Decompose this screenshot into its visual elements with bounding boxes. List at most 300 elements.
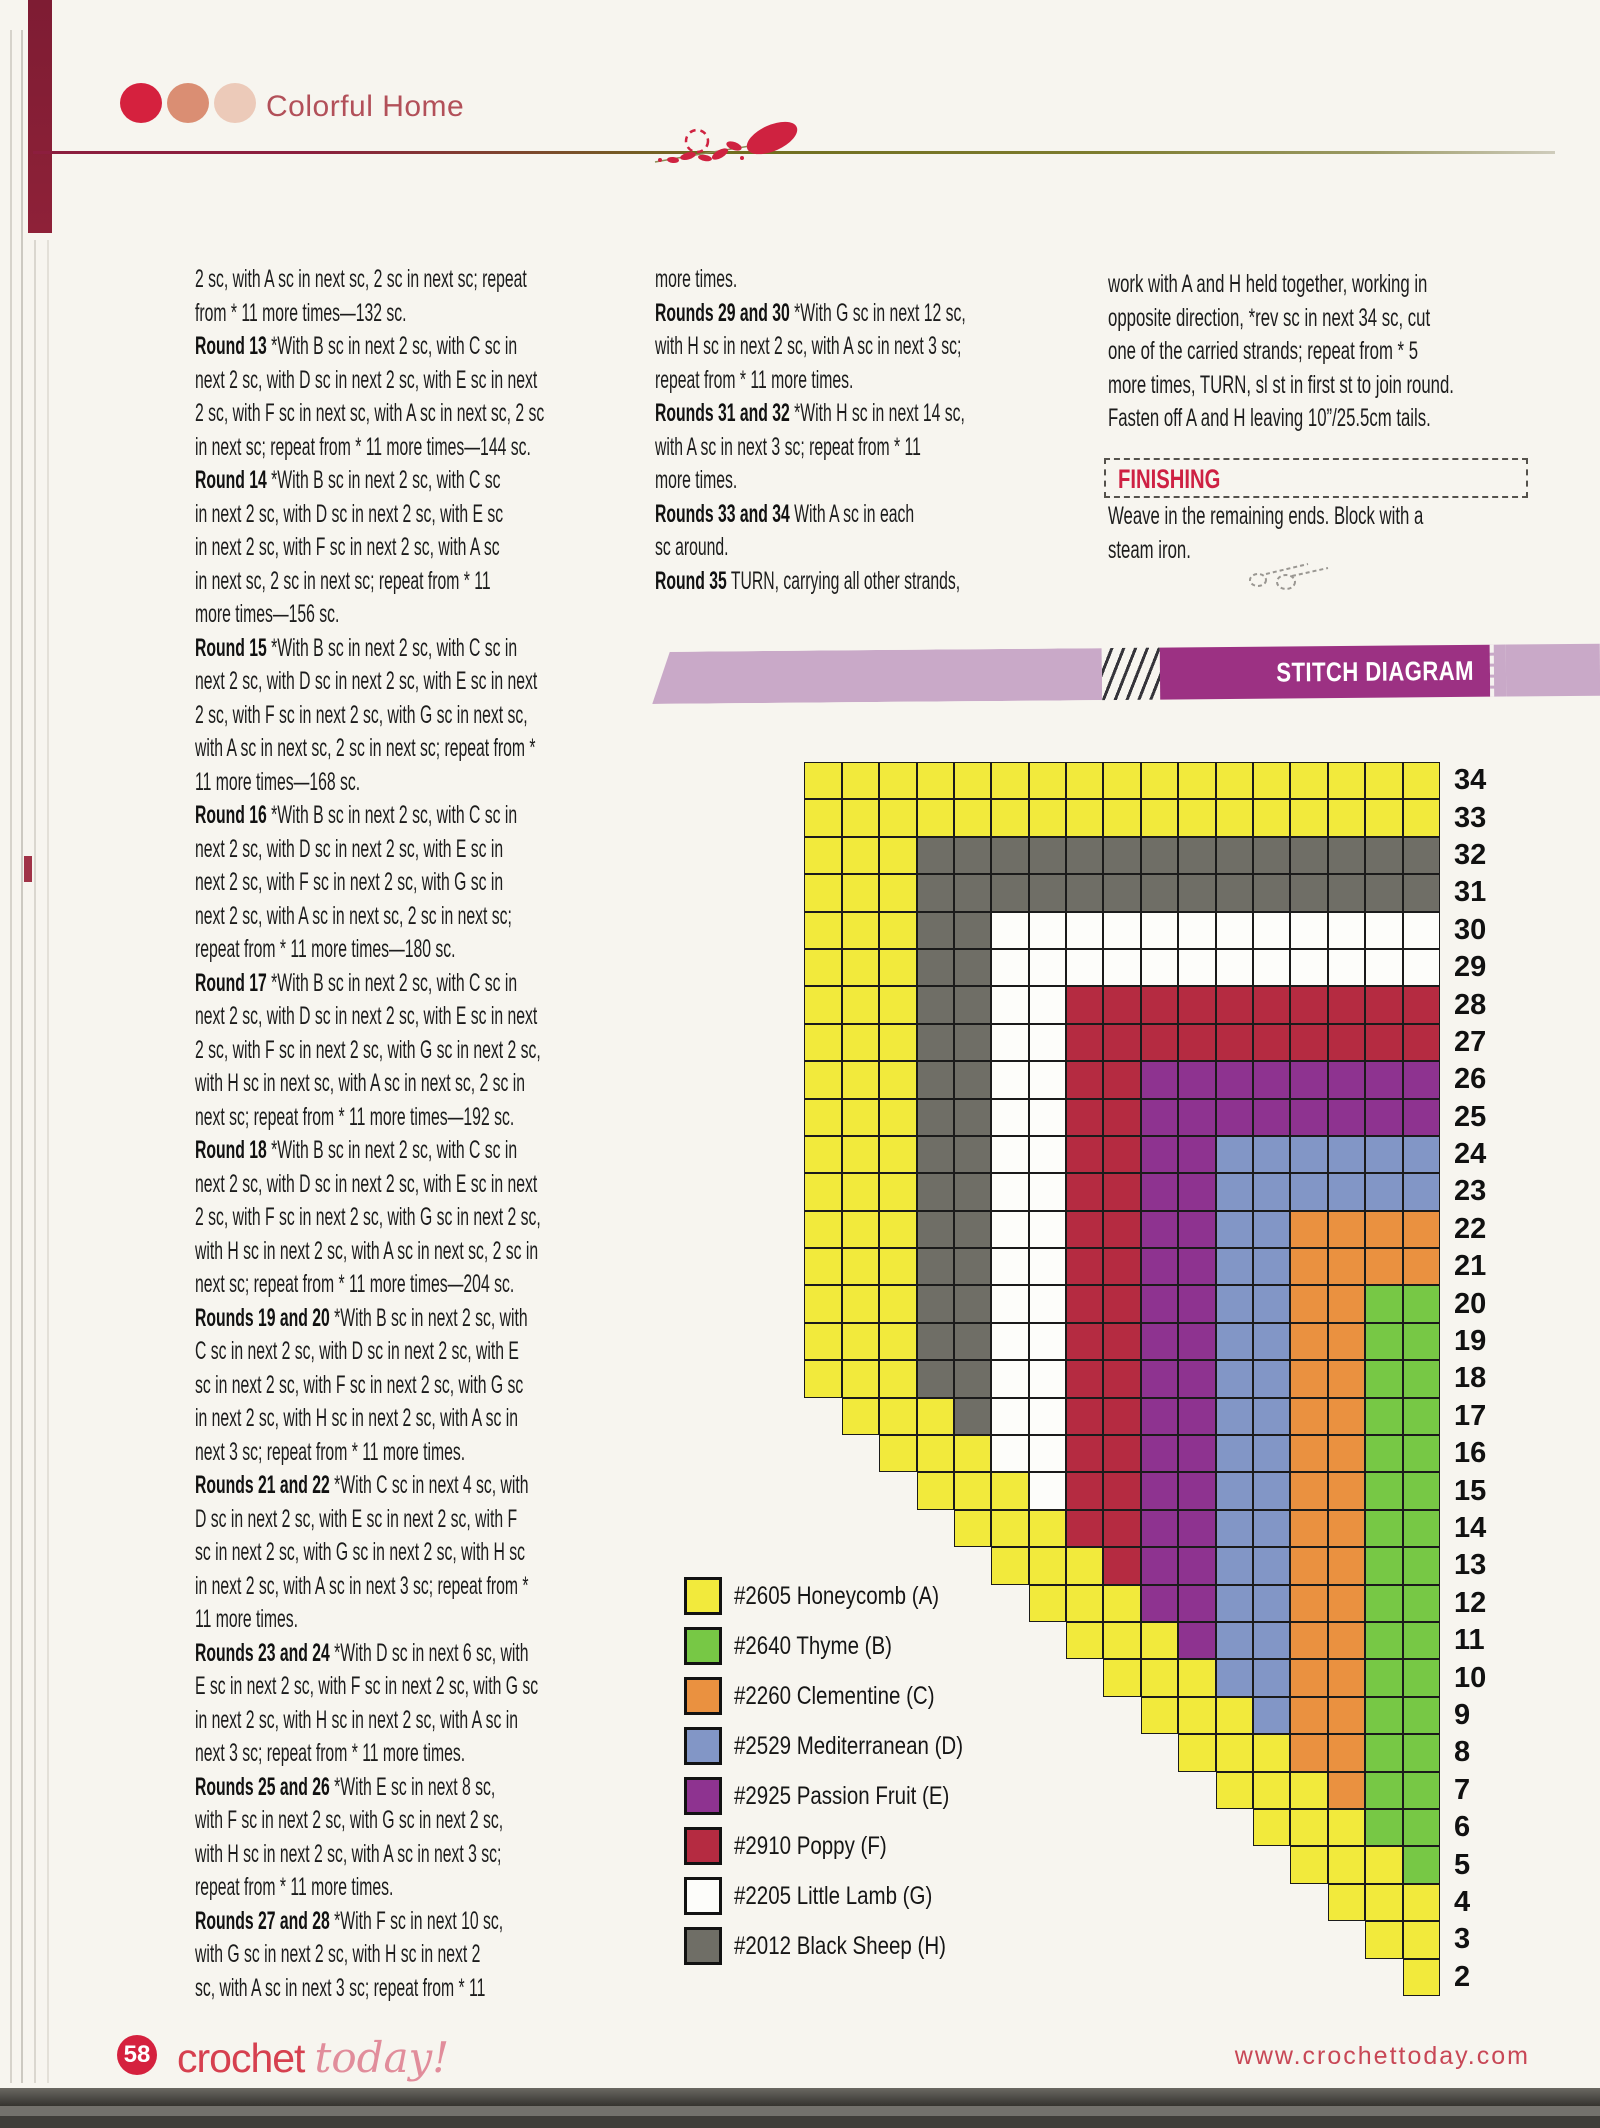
stitch-cell-F	[1103, 986, 1140, 1023]
pattern-text-line: Rounds 31 and 32 *With H sc in next 14 sc,	[655, 399, 965, 427]
stitch-cell-F	[1103, 1211, 1140, 1248]
stitch-cell-A	[842, 986, 879, 1023]
stitch-cell-G	[991, 949, 1028, 986]
stitch-cell-D	[1403, 1136, 1440, 1173]
pattern-text-line: Rounds 23 and 24 *With D sc in next 6 sc, with	[195, 1638, 529, 1667]
stitch-cell-A	[917, 1435, 954, 1472]
stitch-cell-F	[1141, 986, 1178, 1023]
stitch-cell-F	[1066, 1285, 1103, 1322]
stitch-cell-D	[1216, 1248, 1253, 1285]
pattern-text-line: 2 sc, with F sc in next 2 sc, with G sc in next 2 sc,	[195, 1203, 541, 1231]
stitch-cell-C	[1290, 1585, 1327, 1622]
stitch-diagram-heading: STITCH DIAGRAM	[1276, 655, 1475, 688]
stitch-cell-D	[1253, 1697, 1290, 1734]
legend-item-E	[684, 1777, 1013, 1815]
stitch-cell-E	[1178, 1248, 1215, 1285]
stitch-cell-A	[842, 1099, 879, 1136]
stitch-cell-H	[917, 1136, 954, 1173]
stitch-cell-D	[1253, 1622, 1290, 1659]
row-number: 22	[1454, 1212, 1487, 1245]
pattern-text-line: with F sc in next 2 sc, with G sc in next 2 sc,	[195, 1806, 504, 1834]
stitch-cell-A	[917, 799, 954, 836]
stitch-cell-A	[1328, 1884, 1365, 1921]
stitch-cell-B	[1365, 1622, 1402, 1659]
stitch-cell-F	[1066, 1248, 1103, 1285]
stitch-cell-G	[1029, 912, 1066, 949]
stitch-cell-C	[1290, 1398, 1327, 1435]
stitch-cell-F	[1103, 1435, 1140, 1472]
stitch-cell-B	[1403, 1772, 1440, 1809]
legend-label: #2910 Poppy (F)	[734, 1831, 887, 1860]
pattern-text-line: Rounds 25 and 26 *With E sc in next 8 sc,	[195, 1772, 496, 1801]
stitch-cell-D	[1216, 1659, 1253, 1696]
logo-today: today!	[314, 2033, 450, 2082]
chart-row-31	[803, 874, 1487, 911]
pattern-text-line: 11 more times.	[195, 1605, 298, 1633]
pattern-text-line: in next 2 sc, with H sc in next 2 sc, with A sc in	[195, 1705, 519, 1734]
stitch-cell-E	[1178, 1323, 1215, 1360]
pattern-text-line: Round 18 *With B sc in next 2 sc, with C sc in	[195, 1136, 518, 1164]
stitch-cell-A	[879, 1323, 916, 1360]
stitch-cell-E	[1141, 1136, 1178, 1173]
stitch-cell-A	[842, 1061, 879, 1098]
row-number: 20	[1454, 1287, 1487, 1320]
stitch-cell-C	[1328, 1248, 1365, 1285]
stitch-cell-A	[1216, 1772, 1253, 1809]
stitch-cell-E	[1141, 1285, 1178, 1322]
stitch-cell-C	[1290, 1248, 1327, 1285]
legend-item-A	[684, 1577, 1013, 1615]
stitch-cell-A	[804, 1360, 841, 1397]
legend-swatch-H	[684, 1927, 722, 1965]
stitch-cell-F	[1103, 1472, 1140, 1509]
pattern-text-line: next sc; repeat from * 11 more times—204 sc.	[195, 1270, 515, 1298]
stitch-cell-A	[1103, 799, 1140, 836]
stitch-cell-E	[1141, 1547, 1178, 1584]
pattern-text-line: next 2 sc, with F sc in next 2 sc, with G sc in	[195, 868, 504, 896]
stitch-cell-H	[1328, 874, 1365, 911]
stitch-cell-E	[1141, 1435, 1178, 1472]
row-number: 12	[1454, 1586, 1487, 1619]
stitch-cell-A	[804, 949, 841, 986]
banner-light-segment	[1506, 644, 1600, 697]
stitch-cell-H	[917, 986, 954, 1023]
stitch-cell-D	[1253, 1510, 1290, 1547]
stitch-cell-H	[954, 1061, 991, 1098]
stitch-cell-D	[1253, 1136, 1290, 1173]
stitch-cell-A	[804, 762, 841, 799]
stitch-cell-B	[1403, 1809, 1440, 1846]
pattern-text-line: more times.	[655, 265, 738, 293]
stitch-cell-A	[1141, 799, 1178, 836]
stitch-cell-A	[879, 949, 916, 986]
stitch-cell-B	[1365, 1285, 1402, 1322]
row-number: 26	[1454, 1063, 1487, 1096]
stitch-cell-G	[1066, 949, 1103, 986]
finishing-heading: FINISHING	[1118, 464, 1221, 494]
stitch-cell-H	[917, 1211, 954, 1248]
stitch-cell-H	[1290, 837, 1327, 874]
stitch-cell-H	[917, 1285, 954, 1322]
stitch-cell-A	[879, 1061, 916, 1098]
spine-accent-bar	[28, 0, 52, 233]
stitch-cell-E	[1141, 1099, 1178, 1136]
stitch-cell-H	[1216, 874, 1253, 911]
stitch-cell-G	[1328, 949, 1365, 986]
chart-row-28	[803, 986, 1487, 1023]
stitch-cell-C	[1290, 1622, 1327, 1659]
pattern-text-line: one of the carried strands; repeat from * 5	[1108, 337, 1419, 365]
stitch-cell-C	[1328, 1211, 1365, 1248]
stitch-cell-E	[1141, 1585, 1178, 1622]
stitch-cell-A	[1253, 1734, 1290, 1771]
stitch-cell-F	[1290, 986, 1327, 1023]
stitch-cell-A	[842, 1360, 879, 1397]
legend-swatch-D	[684, 1727, 722, 1765]
stitch-cell-B	[1365, 1472, 1402, 1509]
pattern-text-line: next 2 sc, with D sc in next 2 sc, with E sc in next	[195, 1002, 538, 1030]
stitch-cell-A	[991, 799, 1028, 836]
legend-swatch-F	[684, 1827, 722, 1865]
stitch-cell-F	[1103, 1248, 1140, 1285]
stitch-cell-G	[1066, 912, 1103, 949]
pattern-text-line: Fasten off A and H leaving 10”/25.5cm tails.	[1108, 404, 1431, 432]
stitch-cell-E	[1178, 1061, 1215, 1098]
stitch-cell-C	[1328, 1285, 1365, 1322]
pattern-text-line: next 2 sc, with D sc in next 2 sc, with E sc in next	[195, 667, 538, 695]
stitch-cell-H	[954, 1136, 991, 1173]
stitch-cell-H	[917, 1024, 954, 1061]
stitch-cell-A	[917, 762, 954, 799]
stitch-cell-E	[1141, 1398, 1178, 1435]
website-url: www.crochettoday.com	[1234, 2042, 1530, 2070]
stitch-cell-D	[1253, 1323, 1290, 1360]
stitch-cell-D	[1253, 1285, 1290, 1322]
stitch-cell-C	[1290, 1734, 1327, 1771]
stitch-cell-A	[917, 1472, 954, 1509]
stitch-cell-A	[1029, 762, 1066, 799]
stitch-cell-A	[1178, 1697, 1215, 1734]
stitch-cell-D	[1216, 1136, 1253, 1173]
stitch-cell-C	[1328, 1398, 1365, 1435]
stitch-cell-C	[1290, 1285, 1327, 1322]
stitch-cell-A	[1178, 1659, 1215, 1696]
stitch-cell-E	[1141, 1360, 1178, 1397]
stitch-cell-H	[954, 837, 991, 874]
stitch-cell-B	[1403, 1285, 1440, 1322]
legend-swatch-G	[684, 1877, 722, 1915]
stitch-cell-A	[842, 1323, 879, 1360]
pattern-text-line: D sc in next 2 sc, with E sc in next 2 sc, with F	[195, 1504, 518, 1533]
banner-dark-segment	[1160, 645, 1490, 700]
chart-row-33	[803, 799, 1487, 836]
stitch-cell-F	[1066, 986, 1103, 1023]
row-number: 24	[1454, 1138, 1487, 1171]
stitch-cell-A	[1103, 762, 1140, 799]
stitch-cell-C	[1290, 1472, 1327, 1509]
row-number: 34	[1454, 764, 1487, 797]
stitch-cell-F	[1216, 1024, 1253, 1061]
legend-swatch-E	[684, 1777, 722, 1815]
stitch-cell-D	[1216, 1398, 1253, 1435]
row-number: 17	[1454, 1399, 1487, 1432]
stitch-cell-F	[1103, 1323, 1140, 1360]
stitch-cell-G	[1328, 912, 1365, 949]
stitch-cell-F	[1365, 986, 1402, 1023]
stitch-cell-F	[1066, 1173, 1103, 1210]
stitch-cell-D	[1253, 1173, 1290, 1210]
stitch-cell-B	[1365, 1809, 1402, 1846]
stitch-cell-A	[1365, 1884, 1402, 1921]
stitch-cell-D	[1253, 1585, 1290, 1622]
header-dots	[120, 83, 256, 123]
stitch-cell-A	[1216, 762, 1253, 799]
stitch-cell-A	[879, 1398, 916, 1435]
pattern-text-line: E sc in next 2 sc, with F sc in next 2 sc, with G sc	[195, 1672, 539, 1700]
stitch-diagram-banner	[652, 644, 1600, 704]
pattern-text-line: 2 sc, with A sc in next sc, 2 sc in next sc; repeat	[195, 265, 527, 293]
stitch-cell-A	[1365, 1921, 1402, 1958]
pattern-text-line: next 2 sc, with D sc in next 2 sc, with E sc in next	[195, 365, 538, 394]
stitch-cell-A	[1066, 762, 1103, 799]
stitch-cell-B	[1365, 1697, 1402, 1734]
pattern-text-line: steam iron.	[1108, 535, 1191, 564]
stitch-cell-F	[1178, 986, 1215, 1023]
stitch-cell-G	[1029, 1136, 1066, 1173]
stitch-cell-E	[1178, 1136, 1215, 1173]
stitch-cell-A	[842, 762, 879, 799]
stitch-cell-A	[1253, 1809, 1290, 1846]
leaf-vine-decoration-icon	[600, 116, 810, 171]
pattern-text-line: Rounds 29 and 30 *With G sc in next 12 sc,	[655, 298, 966, 327]
stitch-cell-F	[1066, 1398, 1103, 1435]
pattern-text-line: Round 13 *With B sc in next 2 sc, with C sc in	[195, 332, 518, 360]
scan-bottom-edge	[0, 2116, 1600, 2128]
stitch-cell-A	[1365, 799, 1402, 836]
stitch-cell-A	[842, 1211, 879, 1248]
stitch-cell-F	[1066, 1099, 1103, 1136]
pattern-text-line: repeat from * 11 more times.	[195, 1873, 394, 1901]
stitch-cell-A	[1178, 1734, 1215, 1771]
stitch-cell-A	[804, 986, 841, 1023]
stitch-cell-E	[1178, 1435, 1215, 1472]
stitch-cell-A	[1403, 1959, 1440, 1996]
legend-label: #2640 Thyme (B)	[734, 1631, 893, 1660]
pattern-text-line: sc in next 2 sc, with F sc in next 2 sc, with G sc	[195, 1370, 524, 1399]
yarn-color-legend	[684, 1577, 1013, 1977]
stitch-cell-D	[1328, 1173, 1365, 1210]
stitch-cell-A	[1141, 1659, 1178, 1696]
stitch-cell-C	[1290, 1360, 1327, 1397]
stitch-cell-A	[1290, 1846, 1327, 1883]
stitch-cell-G	[991, 1248, 1028, 1285]
stitch-cell-F	[1103, 1285, 1140, 1322]
stitch-cell-B	[1403, 1585, 1440, 1622]
stitch-cell-G	[1403, 949, 1440, 986]
stitch-cell-B	[1365, 1398, 1402, 1435]
stitch-cell-B	[1365, 1659, 1402, 1696]
pattern-text-line: in next sc; repeat from * 11 more times—144 sc.	[195, 432, 531, 461]
stitch-cell-H	[1216, 837, 1253, 874]
stitch-cell-A	[1029, 1547, 1066, 1584]
stitch-cell-A	[842, 1285, 879, 1322]
stitch-cell-A	[804, 1323, 841, 1360]
stitch-cell-D	[1290, 1173, 1327, 1210]
stitch-cell-F	[1066, 1472, 1103, 1509]
stitch-cell-A	[1290, 1809, 1327, 1846]
stitch-cell-A	[804, 1173, 841, 1210]
pattern-text-line: with A sc in next 3 sc; repeat from * 11	[655, 432, 921, 461]
stitch-cell-A	[1290, 799, 1327, 836]
stitch-cell-B	[1403, 1734, 1440, 1771]
stitch-cell-A	[879, 1136, 916, 1173]
pattern-text-line: Rounds 33 and 34 With A sc in each	[655, 499, 915, 528]
stitch-cell-B	[1365, 1734, 1402, 1771]
stitch-cell-D	[1216, 1622, 1253, 1659]
stitch-cell-F	[1103, 1173, 1140, 1210]
pattern-text-line: in next 2 sc, with F sc in next 2 sc, with A sc	[195, 533, 500, 561]
stitch-cell-C	[1365, 1211, 1402, 1248]
page-edge-line	[34, 240, 36, 2083]
stitch-cell-H	[954, 986, 991, 1023]
stitch-cell-F	[1290, 1024, 1327, 1061]
stitch-cell-H	[954, 1211, 991, 1248]
stitch-cell-H	[954, 1398, 991, 1435]
stitch-cell-F	[1403, 986, 1440, 1023]
row-number: 4	[1454, 1885, 1471, 1918]
pattern-column-1	[195, 263, 605, 2005]
legend-swatch-A	[684, 1577, 722, 1615]
stitch-cell-D	[1253, 1435, 1290, 1472]
stitch-cell-F	[1066, 1435, 1103, 1472]
stitch-cell-D	[1216, 1472, 1253, 1509]
row-number: 29	[1454, 951, 1487, 984]
chart-row-29	[803, 949, 1487, 986]
stitch-cell-C	[1290, 1547, 1327, 1584]
stitch-cell-G	[1253, 912, 1290, 949]
stitch-cell-G	[991, 1285, 1028, 1322]
stitch-cell-A	[1066, 799, 1103, 836]
stitch-cell-A	[1066, 1547, 1103, 1584]
stitch-cell-F	[1103, 1099, 1140, 1136]
pattern-column-3	[1108, 268, 1544, 436]
stitch-cell-B	[1403, 1622, 1440, 1659]
stitch-cell-A	[1328, 762, 1365, 799]
pattern-text-line: with H sc in next 2 sc, with A sc in next 3 sc;	[195, 1839, 502, 1868]
stitch-cell-C	[1403, 1248, 1440, 1285]
stitch-cell-A	[842, 1248, 879, 1285]
stitch-cell-F	[1103, 1024, 1140, 1061]
stitch-cell-D	[1253, 1659, 1290, 1696]
stitch-cell-E	[1365, 1061, 1402, 1098]
stitch-cell-F	[1103, 1136, 1140, 1173]
stitch-cell-G	[991, 1136, 1028, 1173]
stitch-cell-D	[1216, 1211, 1253, 1248]
stitch-cell-G	[991, 1061, 1028, 1098]
pattern-text-line: more times.	[655, 466, 738, 494]
stitch-cell-E	[1253, 1061, 1290, 1098]
stitch-cell-E	[1141, 1211, 1178, 1248]
legend-item-G	[684, 1877, 1013, 1915]
stitch-cell-A	[879, 1435, 916, 1472]
stitch-cell-C	[1328, 1435, 1365, 1472]
stitch-cell-A	[879, 1099, 916, 1136]
stitch-cell-C	[1290, 1435, 1327, 1472]
pattern-text-line: with A sc in next sc, 2 sc in next sc; repeat from *	[195, 734, 536, 762]
page-title: Colorful Home	[266, 90, 465, 123]
stitch-cell-A	[804, 799, 841, 836]
stitch-cell-G	[1365, 912, 1402, 949]
stitch-cell-G	[1290, 912, 1327, 949]
row-number: 21	[1454, 1250, 1487, 1283]
stitch-cell-H	[1403, 837, 1440, 874]
stitch-cell-E	[1141, 1248, 1178, 1285]
pattern-text-line: with G sc in next 2 sc, with H sc in next 2	[195, 1940, 481, 1968]
stitch-cell-G	[991, 912, 1028, 949]
stitch-cell-A	[1141, 1697, 1178, 1734]
stitch-cell-A	[1365, 1846, 1402, 1883]
stitch-cell-G	[1029, 1398, 1066, 1435]
stitch-cell-A	[804, 1136, 841, 1173]
chart-row-21	[803, 1248, 1487, 1285]
stitch-cell-A	[991, 1510, 1028, 1547]
stitch-cell-H	[917, 1099, 954, 1136]
stitch-cell-A	[879, 1248, 916, 1285]
stitch-cell-A	[879, 837, 916, 874]
stitch-cell-F	[1103, 1360, 1140, 1397]
stitch-cell-H	[1365, 837, 1402, 874]
stitch-cell-A	[1141, 762, 1178, 799]
row-number: 9	[1454, 1698, 1471, 1731]
stitch-cell-H	[917, 949, 954, 986]
stitch-cell-B	[1365, 1772, 1402, 1809]
stitch-cell-H	[917, 1360, 954, 1397]
legend-item-C	[684, 1677, 1013, 1715]
stitch-cell-A	[842, 1398, 879, 1435]
scan-bottom-edge	[0, 2088, 1600, 2106]
header-dot	[167, 83, 209, 123]
stitch-cell-A	[1216, 1697, 1253, 1734]
stitch-cell-A	[879, 912, 916, 949]
stitch-cell-C	[1403, 1211, 1440, 1248]
stitch-cell-A	[1216, 1734, 1253, 1771]
stitch-cell-E	[1141, 1173, 1178, 1210]
stitch-cell-G	[991, 1211, 1028, 1248]
chart-row-19	[803, 1323, 1487, 1360]
stitch-cell-G	[1029, 1248, 1066, 1285]
stitch-cell-D	[1216, 1547, 1253, 1584]
page-edge-line	[47, 240, 49, 2083]
stitch-cell-E	[1178, 1622, 1215, 1659]
stitch-cell-B	[1403, 1697, 1440, 1734]
stitch-cell-H	[954, 912, 991, 949]
chart-row-25	[803, 1099, 1487, 1136]
stitch-cell-A	[804, 837, 841, 874]
stitch-cell-G	[1029, 986, 1066, 1023]
stitch-cell-G	[1029, 1472, 1066, 1509]
stitch-cell-G	[1178, 949, 1215, 986]
banner-dashed-divider	[1490, 645, 1506, 697]
stitch-cell-G	[1216, 949, 1253, 986]
legend-label: #2605 Honeycomb (A)	[734, 1581, 940, 1610]
stitch-cell-C	[1328, 1547, 1365, 1584]
pattern-text-line: in next 2 sc, with A sc in next 3 sc; repeat from *	[195, 1571, 529, 1600]
stitch-cell-A	[1141, 1622, 1178, 1659]
stitch-cell-D	[1216, 1360, 1253, 1397]
stitch-cell-B	[1365, 1510, 1402, 1547]
pattern-text-line: Round 14 *With B sc in next 2 sc, with C sc	[195, 466, 501, 494]
legend-label: #2260 Clementine (C)	[734, 1681, 935, 1710]
